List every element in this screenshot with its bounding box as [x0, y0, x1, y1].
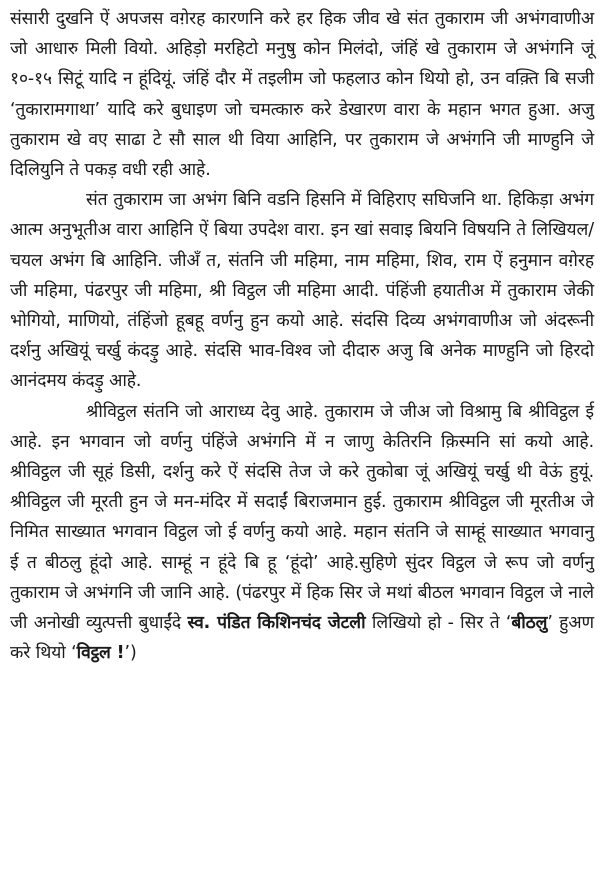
paragraph-3-end: ’): [124, 643, 137, 664]
term-vitthal: विट्ठल !: [76, 643, 125, 664]
paragraph-2: संत तुकाराम जा अभंग बिनि वडनि हिसनि में विहिराए सघिजनि था. हिकिड़ा अभंग आत्म अनुभूतीअ वारा आहिनि ऐं बिया उपदेश वारा. इन खां सवाइ बियनि विषयनि ते लिखियल/चयल अभंग बि आहिनि. जीअँ त, संतनि जी महिमा, नाम महिमा, शिव, राम ऐं हनुमान वग़ेरह जी महिमा, पंढरपुर जी महिमा, श्री विट्ठल जी महिमा आदी. पंहिंजी हयातीअ में तुकाराम जेकी भोगियो, माणियो, तंहिंजो हूबहू वर्णनु हुन कयो आहे. संदसि दिव्य अभंगवाणीअ जो अंदरूनी दर्शनु अखियूं चर्खु कंदड़ु आहे. संदसि भाव-विश्व जो दीदारु अजु बि अनेक माण्हुनि जो हिरदो आनंदमय कंदड़ु आहे.: [10, 190, 594, 392]
author-name: स्व. पंडित किशिनचंद जेटली: [187, 613, 366, 634]
paragraph-3: [10, 397, 594, 669]
term-bithalu: बीठलु: [511, 613, 548, 634]
paragraph-1: संसारी दुखनि ऐं अपजस वग़ेरह कारणनि करे हर हिक जीव खे संत तुकाराम जी अभंगवाणीअ जो आधारु मिली वियो. अहिड़ो मरहिटो मनुषु कोन मिलंदो, जंहिं खे तुकाराम जे अभंगनि जूं १०-१५ सिटूं यादि न हूंदियूं. जंहिं दौर में तइलीम जो फहलाउ कोन थियो हो, उन वक़्ति बि सजी ‘तुकारामगाथा’ यादि करे बुधाइण जो चमत्कारु करे डेखारण वारा के महान भगत हुआ. अजु तुकाराम खे वए साढा टे सौ साल थी विया आहिनि, पर तुकाराम जे अभंगनि जी माण्हुनि जे दिलियुनि ते पकड़ वधी रही आहे.: [10, 9, 594, 181]
paragraph-3-text: श्रीविट्ठल संतनि जो आराध्य देवु आहे. तुकाराम जे जीअ जो विश्रामु बि श्रीविट्ठल ई आहे. इन भगवान जो वर्णनु पंहिंजे अभंगनि में न जाणु केतिरनि क़िस्मनि सां कयो आहे. श्रीविट्ठल जी सूहं डिसी, दर्शनु करे ऐं संदसि तेज जे करे तुकोबा जूं अखियूं चर्खु थी वेऊं हुयूं. श्रीविट्ठल जी मूरती हुन जे मन-मंदिर में सदाईं बिराजमान हुई. तुकाराम श्रीविट्ठल जी मूरतीअ जे निमित साख्यात भगवान विट्ठल जो ई वर्णनु कयो आहे. महान संतनि जे साम्हूं साख्यात भगवानु ई त बीठलु हूंदो आहे. साम्हूं न हूंदे बि हू ‘हूंदो’ आहे.सुहिणे सुंदर विट्ठल जे रूप जो वर्णनु तुकाराम जे अभंगनि जी जानि आहे. (पंढरपुर में हिक सिर जे मथां बीठल भगवान विट्ठल जे नाले जी अनोखी व्युत्पत्ती बुधाईंदे: [10, 401, 594, 634]
paragraph-3-mid-2: ’ हुअण करे थियो ‘: [10, 613, 594, 664]
paragraph-3-mid: लिखियो हो - सिर ते ‘: [365, 613, 512, 634]
document-page: [10, 4, 594, 668]
